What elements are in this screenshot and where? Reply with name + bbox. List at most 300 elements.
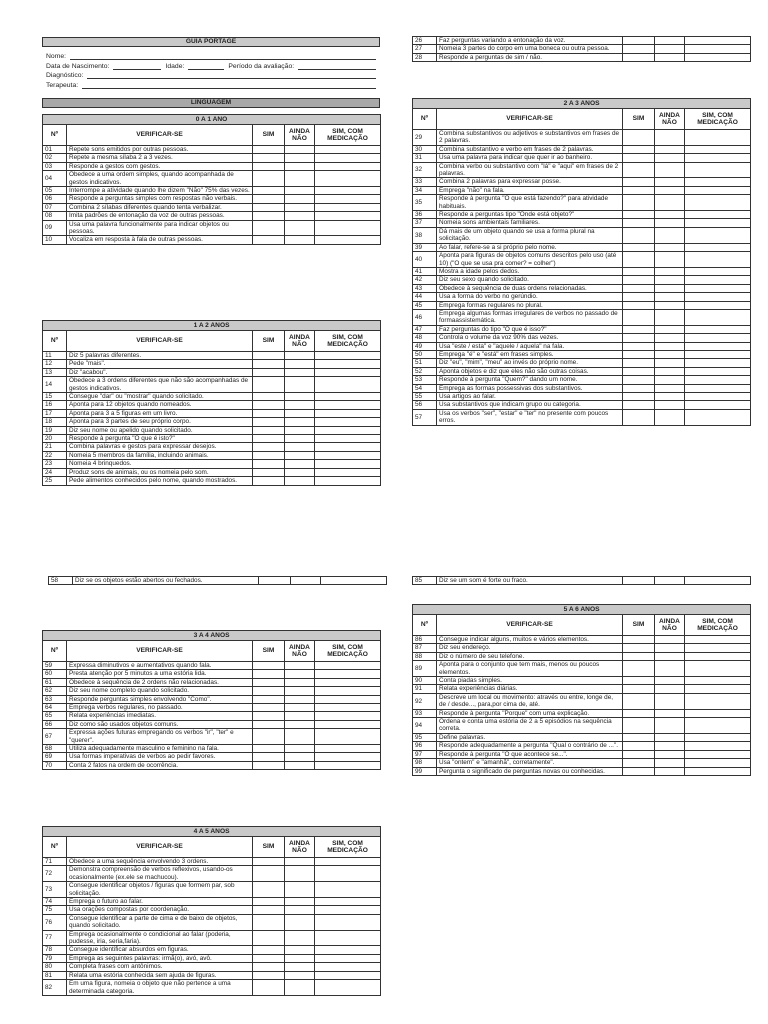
sim-checkbox-cell[interactable] <box>623 742 655 750</box>
diagnostico-field[interactable] <box>87 71 376 79</box>
sim-medicacao-checkbox-cell[interactable] <box>685 677 751 685</box>
sim-checkbox-cell[interactable] <box>253 203 285 211</box>
sim-medicacao-checkbox-cell[interactable] <box>315 678 381 686</box>
ainda-nao-checkbox-cell[interactable] <box>655 227 685 243</box>
sim-medicacao-checkbox-cell[interactable] <box>685 709 751 717</box>
sim-medicacao-checkbox-cell[interactable] <box>685 219 751 227</box>
ainda-nao-checkbox-cell[interactable] <box>285 195 315 203</box>
ainda-nao-checkbox-cell[interactable] <box>285 162 315 170</box>
ainda-nao-checkbox-cell[interactable] <box>285 468 315 476</box>
ainda-nao-checkbox-cell[interactable] <box>655 733 685 741</box>
sim-medicacao-checkbox-cell[interactable] <box>315 203 381 211</box>
sim-medicacao-checkbox-cell[interactable] <box>315 761 381 769</box>
ainda-nao-checkbox-cell[interactable] <box>655 154 685 162</box>
ainda-nao-checkbox-cell[interactable] <box>655 211 685 219</box>
sim-medicacao-checkbox-cell[interactable] <box>685 742 751 750</box>
sim-medicacao-checkbox-cell[interactable] <box>685 227 751 243</box>
sim-checkbox-cell[interactable] <box>623 178 655 186</box>
sim-medicacao-checkbox-cell[interactable] <box>685 162 751 178</box>
ainda-nao-checkbox-cell[interactable] <box>655 685 685 693</box>
sim-medicacao-checkbox-cell[interactable] <box>315 146 381 154</box>
ainda-nao-checkbox-cell[interactable] <box>285 712 315 720</box>
item-row <box>43 729 381 745</box>
sim-checkbox-cell[interactable] <box>623 293 655 301</box>
sim-checkbox-cell[interactable] <box>253 670 285 678</box>
ainda-nao-checkbox-cell[interactable] <box>655 301 685 309</box>
ainda-nao-checkbox-cell[interactable] <box>285 236 315 244</box>
ainda-nao-checkbox-cell[interactable] <box>655 718 685 734</box>
ainda-nao-checkbox-cell[interactable] <box>285 426 315 434</box>
ainda-nao-checkbox-cell[interactable] <box>655 53 685 61</box>
sim-checkbox-cell[interactable] <box>623 325 655 333</box>
sim-medicacao-checkbox-cell[interactable] <box>315 195 381 203</box>
sim-medicacao-checkbox-cell[interactable] <box>685 401 751 409</box>
sim-checkbox-cell[interactable] <box>623 309 655 325</box>
sim-medicacao-checkbox-cell[interactable] <box>685 301 751 309</box>
ainda-nao-checkbox-cell[interactable] <box>285 678 315 686</box>
sim-medicacao-checkbox-cell[interactable] <box>315 729 381 745</box>
sim-medicacao-checkbox-cell[interactable] <box>315 704 381 712</box>
ainda-nao-checkbox-cell[interactable] <box>285 906 315 914</box>
ainda-nao-checkbox-cell[interactable] <box>285 352 315 360</box>
sim-checkbox-cell[interactable] <box>623 219 655 227</box>
idade-field[interactable] <box>188 62 224 70</box>
sim-checkbox-cell[interactable] <box>253 954 285 962</box>
sim-checkbox-cell[interactable] <box>623 685 655 693</box>
sim-medicacao-checkbox-cell[interactable] <box>685 367 751 375</box>
ainda-nao-checkbox-cell[interactable] <box>285 980 315 996</box>
sim-medicacao-checkbox-cell[interactable] <box>315 858 381 866</box>
ainda-nao-checkbox-cell[interactable] <box>655 661 685 677</box>
sim-checkbox-cell[interactable] <box>253 745 285 753</box>
sim-medicacao-checkbox-cell[interactable] <box>685 767 751 775</box>
sim-checkbox-cell[interactable] <box>623 45 655 53</box>
ainda-nao-checkbox-cell[interactable] <box>285 393 315 401</box>
ainda-nao-checkbox-cell[interactable] <box>655 750 685 758</box>
sim-checkbox-cell[interactable] <box>253 360 285 368</box>
item-number: 16 <box>43 401 67 409</box>
ainda-nao-checkbox-cell[interactable] <box>655 709 685 717</box>
ainda-nao-checkbox-cell[interactable] <box>655 677 685 685</box>
ainda-nao-checkbox-cell[interactable] <box>655 243 685 251</box>
sim-medicacao-checkbox-cell[interactable] <box>315 443 381 451</box>
ainda-nao-checkbox-cell[interactable] <box>655 162 685 178</box>
sim-checkbox-cell[interactable] <box>253 914 285 930</box>
ainda-nao-checkbox-cell[interactable] <box>285 695 315 703</box>
ainda-nao-checkbox-cell[interactable] <box>285 882 315 898</box>
sim-medicacao-checkbox-cell[interactable] <box>315 712 381 720</box>
sim-checkbox-cell[interactable] <box>623 162 655 178</box>
sim-checkbox-cell[interactable] <box>253 460 285 468</box>
ainda-nao-checkbox-cell[interactable] <box>285 146 315 154</box>
ainda-nao-checkbox-cell[interactable] <box>285 368 315 376</box>
sim-checkbox-cell[interactable] <box>623 718 655 734</box>
ainda-nao-checkbox-cell[interactable] <box>655 342 685 350</box>
sim-medicacao-checkbox-cell[interactable] <box>315 426 381 434</box>
sim-checkbox-cell[interactable] <box>253 220 285 236</box>
sim-medicacao-checkbox-cell[interactable] <box>315 368 381 376</box>
ainda-nao-checkbox-cell[interactable] <box>285 154 315 162</box>
ainda-nao-checkbox-cell[interactable] <box>285 401 315 409</box>
sim-checkbox-cell[interactable] <box>253 409 285 417</box>
ainda-nao-checkbox-cell[interactable] <box>655 186 685 194</box>
sim-checkbox-cell[interactable] <box>253 882 285 898</box>
sim-checkbox-cell[interactable] <box>623 652 655 660</box>
sim-medicacao-checkbox-cell[interactable] <box>315 745 381 753</box>
sim-medicacao-checkbox-cell[interactable] <box>685 334 751 342</box>
ainda-nao-checkbox-cell[interactable] <box>285 451 315 459</box>
sim-checkbox-cell[interactable] <box>253 712 285 720</box>
sim-medicacao-checkbox-cell[interactable] <box>315 695 381 703</box>
sim-medicacao-checkbox-cell[interactable] <box>685 284 751 292</box>
ainda-nao-checkbox-cell[interactable] <box>655 130 685 146</box>
sim-medicacao-checkbox-cell[interactable] <box>321 577 387 585</box>
sim-checkbox-cell[interactable] <box>253 352 285 360</box>
sim-medicacao-checkbox-cell[interactable] <box>315 377 381 393</box>
sim-checkbox-cell[interactable] <box>253 866 285 882</box>
sim-checkbox-cell[interactable] <box>623 693 655 709</box>
sim-checkbox-cell[interactable] <box>253 451 285 459</box>
sim-checkbox-cell[interactable] <box>253 171 285 187</box>
sim-medicacao-checkbox-cell[interactable] <box>685 718 751 734</box>
ainda-nao-checkbox-cell[interactable] <box>655 37 685 45</box>
sim-medicacao-checkbox-cell[interactable] <box>685 409 751 425</box>
sim-medicacao-checkbox-cell[interactable] <box>685 393 751 401</box>
sim-checkbox-cell[interactable] <box>623 661 655 677</box>
sim-medicacao-checkbox-cell[interactable] <box>685 45 751 53</box>
sim-checkbox-cell[interactable] <box>253 963 285 971</box>
sim-medicacao-checkbox-cell[interactable] <box>685 186 751 194</box>
sim-checkbox-cell[interactable] <box>253 477 285 485</box>
sim-medicacao-checkbox-cell[interactable] <box>315 963 381 971</box>
ainda-nao-checkbox-cell[interactable] <box>655 401 685 409</box>
sim-checkbox-cell[interactable] <box>623 276 655 284</box>
ainda-nao-checkbox-cell[interactable] <box>285 203 315 211</box>
sim-medicacao-checkbox-cell[interactable] <box>315 670 381 678</box>
ainda-nao-checkbox-cell[interactable] <box>285 477 315 485</box>
sim-medicacao-checkbox-cell[interactable] <box>315 882 381 898</box>
sim-medicacao-checkbox-cell[interactable] <box>685 750 751 758</box>
sim-checkbox-cell[interactable] <box>253 162 285 170</box>
sim-medicacao-checkbox-cell[interactable] <box>315 409 381 417</box>
ainda-nao-checkbox-cell[interactable] <box>285 171 315 187</box>
sim-medicacao-checkbox-cell[interactable] <box>685 53 751 61</box>
ainda-nao-checkbox-cell[interactable] <box>285 930 315 946</box>
sim-medicacao-checkbox-cell[interactable] <box>685 759 751 767</box>
sim-medicacao-checkbox-cell[interactable] <box>315 393 381 401</box>
sim-medicacao-checkbox-cell[interactable] <box>685 130 751 146</box>
sim-medicacao-checkbox-cell[interactable] <box>685 293 751 301</box>
ainda-nao-checkbox-cell[interactable] <box>655 195 685 211</box>
sim-checkbox-cell[interactable] <box>623 342 655 350</box>
sim-checkbox-cell[interactable] <box>253 426 285 434</box>
ainda-nao-checkbox-cell[interactable] <box>285 898 315 906</box>
sim-medicacao-checkbox-cell[interactable] <box>685 685 751 693</box>
sim-medicacao-checkbox-cell[interactable] <box>315 866 381 882</box>
sim-checkbox-cell[interactable] <box>253 195 285 203</box>
sim-medicacao-checkbox-cell[interactable] <box>315 154 381 162</box>
sim-medicacao-checkbox-cell[interactable] <box>315 662 381 670</box>
ainda-nao-checkbox-cell[interactable] <box>285 761 315 769</box>
ainda-nao-checkbox-cell[interactable] <box>285 954 315 962</box>
ainda-nao-checkbox-cell[interactable] <box>285 443 315 451</box>
sim-checkbox-cell[interactable] <box>623 733 655 741</box>
sim-medicacao-checkbox-cell[interactable] <box>315 460 381 468</box>
ainda-nao-checkbox-cell[interactable] <box>285 971 315 979</box>
sim-checkbox-cell[interactable] <box>623 750 655 758</box>
ainda-nao-checkbox-cell[interactable] <box>285 409 315 417</box>
ainda-nao-checkbox-cell[interactable] <box>655 45 685 53</box>
sim-checkbox-cell[interactable] <box>253 418 285 426</box>
ainda-nao-checkbox-cell[interactable] <box>655 644 685 652</box>
sim-medicacao-checkbox-cell[interactable] <box>685 267 751 275</box>
sim-medicacao-checkbox-cell[interactable] <box>685 384 751 392</box>
ainda-nao-checkbox-cell[interactable] <box>285 187 315 195</box>
sim-checkbox-cell[interactable] <box>253 753 285 761</box>
sim-checkbox-cell[interactable] <box>623 367 655 375</box>
sim-checkbox-cell[interactable] <box>623 376 655 384</box>
sim-checkbox-cell[interactable] <box>623 267 655 275</box>
sim-medicacao-checkbox-cell[interactable] <box>315 477 381 485</box>
sim-medicacao-checkbox-cell[interactable] <box>315 954 381 962</box>
sim-checkbox-cell[interactable] <box>623 677 655 685</box>
ainda-nao-checkbox-cell[interactable] <box>655 742 685 750</box>
ainda-nao-checkbox-cell[interactable] <box>655 325 685 333</box>
ainda-nao-checkbox-cell[interactable] <box>285 914 315 930</box>
sim-checkbox-cell[interactable] <box>623 284 655 292</box>
nascimento-field[interactable] <box>113 62 161 70</box>
sim-checkbox-cell[interactable] <box>623 393 655 401</box>
sim-checkbox-cell[interactable] <box>623 243 655 251</box>
sim-checkbox-cell[interactable] <box>253 146 285 154</box>
ainda-nao-checkbox-cell[interactable] <box>655 577 685 585</box>
sim-checkbox-cell[interactable] <box>253 687 285 695</box>
ainda-nao-checkbox-cell[interactable] <box>285 212 315 220</box>
ainda-nao-checkbox-cell[interactable] <box>285 460 315 468</box>
ainda-nao-checkbox-cell[interactable] <box>285 858 315 866</box>
sim-checkbox-cell[interactable] <box>253 695 285 703</box>
ainda-nao-checkbox-cell[interactable] <box>285 220 315 236</box>
sim-checkbox-cell[interactable] <box>623 53 655 61</box>
ainda-nao-checkbox-cell[interactable] <box>285 745 315 753</box>
sim-medicacao-checkbox-cell[interactable] <box>685 309 751 325</box>
sim-medicacao-checkbox-cell[interactable] <box>315 171 381 187</box>
sim-checkbox-cell[interactable] <box>623 37 655 45</box>
sim-checkbox-cell[interactable] <box>253 236 285 244</box>
sim-medicacao-checkbox-cell[interactable] <box>315 187 381 195</box>
sim-checkbox-cell[interactable] <box>253 971 285 979</box>
sim-checkbox-cell[interactable] <box>253 443 285 451</box>
sim-checkbox-cell[interactable] <box>623 709 655 717</box>
sim-checkbox-cell[interactable] <box>623 334 655 342</box>
sim-checkbox-cell[interactable] <box>253 858 285 866</box>
ainda-nao-checkbox-cell[interactable] <box>655 652 685 660</box>
sim-checkbox-cell[interactable] <box>623 767 655 775</box>
ainda-nao-checkbox-cell[interactable] <box>655 284 685 292</box>
ainda-nao-checkbox-cell[interactable] <box>285 963 315 971</box>
sim-checkbox-cell[interactable] <box>253 468 285 476</box>
ainda-nao-checkbox-cell[interactable] <box>655 350 685 358</box>
sim-checkbox-cell[interactable] <box>253 212 285 220</box>
sim-medicacao-checkbox-cell[interactable] <box>315 212 381 220</box>
periodo-field[interactable] <box>298 62 376 70</box>
sim-medicacao-checkbox-cell[interactable] <box>315 451 381 459</box>
sim-checkbox-cell[interactable] <box>259 577 291 585</box>
ainda-nao-checkbox-cell[interactable] <box>655 276 685 284</box>
ainda-nao-checkbox-cell[interactable] <box>285 377 315 393</box>
sim-medicacao-checkbox-cell[interactable] <box>315 401 381 409</box>
nome-field[interactable] <box>70 52 376 60</box>
sim-checkbox-cell[interactable] <box>253 368 285 376</box>
ainda-nao-checkbox-cell[interactable] <box>655 178 685 186</box>
ainda-nao-checkbox-cell[interactable] <box>655 384 685 392</box>
sim-checkbox-cell[interactable] <box>623 186 655 194</box>
sim-checkbox-cell[interactable] <box>623 636 655 644</box>
ainda-nao-checkbox-cell[interactable] <box>285 662 315 670</box>
sim-checkbox-cell[interactable] <box>623 154 655 162</box>
sim-medicacao-checkbox-cell[interactable] <box>315 753 381 761</box>
ainda-nao-checkbox-cell[interactable] <box>655 367 685 375</box>
sim-checkbox-cell[interactable] <box>253 898 285 906</box>
ainda-nao-checkbox-cell[interactable] <box>655 252 685 268</box>
terapeuta-field[interactable] <box>82 81 376 89</box>
sim-checkbox-cell[interactable] <box>623 130 655 146</box>
sim-medicacao-checkbox-cell[interactable] <box>685 636 751 644</box>
sim-checkbox-cell[interactable] <box>253 187 285 195</box>
ainda-nao-checkbox-cell[interactable] <box>655 376 685 384</box>
sim-medicacao-checkbox-cell[interactable] <box>315 930 381 946</box>
sim-checkbox-cell[interactable] <box>253 930 285 946</box>
sim-checkbox-cell[interactable] <box>623 227 655 243</box>
sim-checkbox-cell[interactable] <box>623 384 655 392</box>
sim-medicacao-checkbox-cell[interactable] <box>315 220 381 236</box>
ainda-nao-checkbox-cell[interactable] <box>655 267 685 275</box>
table-3a4 <box>42 630 380 770</box>
ainda-nao-checkbox-cell[interactable] <box>285 720 315 728</box>
sim-medicacao-checkbox-cell[interactable] <box>315 360 381 368</box>
ainda-nao-checkbox-cell[interactable] <box>655 309 685 325</box>
ainda-nao-checkbox-cell[interactable] <box>291 577 321 585</box>
sim-medicacao-checkbox-cell[interactable] <box>315 236 381 244</box>
ainda-nao-checkbox-cell[interactable] <box>655 293 685 301</box>
ainda-nao-checkbox-cell[interactable] <box>285 946 315 954</box>
sim-checkbox-cell[interactable] <box>253 377 285 393</box>
sim-medicacao-checkbox-cell[interactable] <box>685 652 751 660</box>
sim-medicacao-checkbox-cell[interactable] <box>685 325 751 333</box>
ainda-nao-checkbox-cell[interactable] <box>655 219 685 227</box>
sim-checkbox-cell[interactable] <box>253 393 285 401</box>
sim-medicacao-checkbox-cell[interactable] <box>315 898 381 906</box>
sim-medicacao-checkbox-cell[interactable] <box>315 418 381 426</box>
sim-medicacao-checkbox-cell[interactable] <box>685 276 751 284</box>
sim-medicacao-checkbox-cell[interactable] <box>685 577 751 585</box>
ainda-nao-checkbox-cell[interactable] <box>655 636 685 644</box>
ainda-nao-checkbox-cell[interactable] <box>655 334 685 342</box>
sim-medicacao-checkbox-cell[interactable] <box>315 720 381 728</box>
ainda-nao-checkbox-cell[interactable] <box>655 693 685 709</box>
sim-checkbox-cell[interactable] <box>253 401 285 409</box>
sim-medicacao-checkbox-cell[interactable] <box>315 914 381 930</box>
sim-checkbox-cell[interactable] <box>253 662 285 670</box>
sim-checkbox-cell[interactable] <box>623 301 655 309</box>
ainda-nao-checkbox-cell[interactable] <box>285 753 315 761</box>
sim-checkbox-cell[interactable] <box>623 252 655 268</box>
sim-medicacao-checkbox-cell[interactable] <box>685 178 751 186</box>
ainda-nao-checkbox-cell[interactable] <box>285 704 315 712</box>
sim-medicacao-checkbox-cell[interactable] <box>685 252 751 268</box>
ainda-nao-checkbox-cell[interactable] <box>655 767 685 775</box>
ainda-nao-checkbox-cell[interactable] <box>285 360 315 368</box>
sim-medicacao-checkbox-cell[interactable] <box>685 376 751 384</box>
sim-medicacao-checkbox-cell[interactable] <box>685 37 751 45</box>
ainda-nao-checkbox-cell[interactable] <box>285 687 315 695</box>
sim-checkbox-cell[interactable] <box>623 401 655 409</box>
sim-checkbox-cell[interactable] <box>253 946 285 954</box>
sim-medicacao-checkbox-cell[interactable] <box>685 195 751 211</box>
sim-medicacao-checkbox-cell[interactable] <box>685 211 751 219</box>
sim-medicacao-checkbox-cell[interactable] <box>685 644 751 652</box>
sim-checkbox-cell[interactable] <box>253 980 285 996</box>
sim-medicacao-checkbox-cell[interactable] <box>685 342 751 350</box>
sim-medicacao-checkbox-cell[interactable] <box>315 352 381 360</box>
sim-medicacao-checkbox-cell[interactable] <box>685 733 751 741</box>
sim-checkbox-cell[interactable] <box>253 906 285 914</box>
sim-medicacao-checkbox-cell[interactable] <box>315 468 381 476</box>
sim-checkbox-cell[interactable] <box>623 577 655 585</box>
sim-medicacao-checkbox-cell[interactable] <box>685 154 751 162</box>
ainda-nao-checkbox-cell[interactable] <box>655 359 685 367</box>
sim-checkbox-cell[interactable] <box>623 359 655 367</box>
ainda-nao-checkbox-cell[interactable] <box>285 866 315 882</box>
sim-checkbox-cell[interactable] <box>623 145 655 153</box>
sim-medicacao-checkbox-cell[interactable] <box>685 693 751 709</box>
sim-medicacao-checkbox-cell[interactable] <box>315 980 381 996</box>
ainda-nao-checkbox-cell[interactable] <box>655 393 685 401</box>
sim-checkbox-cell[interactable] <box>253 435 285 443</box>
sim-medicacao-checkbox-cell[interactable] <box>685 243 751 251</box>
ainda-nao-checkbox-cell[interactable] <box>655 759 685 767</box>
sim-medicacao-checkbox-cell[interactable] <box>315 906 381 914</box>
sim-medicacao-checkbox-cell[interactable] <box>315 435 381 443</box>
sim-checkbox-cell[interactable] <box>623 211 655 219</box>
ainda-nao-checkbox-cell[interactable] <box>285 418 315 426</box>
sim-medicacao-checkbox-cell[interactable] <box>315 946 381 954</box>
ainda-nao-checkbox-cell[interactable] <box>285 729 315 745</box>
sim-medicacao-checkbox-cell[interactable] <box>685 350 751 358</box>
sim-checkbox-cell[interactable] <box>253 678 285 686</box>
sim-checkbox-cell[interactable] <box>253 704 285 712</box>
sim-checkbox-cell[interactable] <box>623 644 655 652</box>
sim-medicacao-checkbox-cell[interactable] <box>315 687 381 695</box>
sim-medicacao-checkbox-cell[interactable] <box>685 359 751 367</box>
ainda-nao-checkbox-cell[interactable] <box>655 145 685 153</box>
sim-checkbox-cell[interactable] <box>253 729 285 745</box>
sim-checkbox-cell[interactable] <box>253 154 285 162</box>
sim-medicacao-checkbox-cell[interactable] <box>315 971 381 979</box>
ainda-nao-checkbox-cell[interactable] <box>285 435 315 443</box>
sim-medicacao-checkbox-cell[interactable] <box>315 162 381 170</box>
sim-checkbox-cell[interactable] <box>253 761 285 769</box>
ainda-nao-checkbox-cell[interactable] <box>655 409 685 425</box>
sim-checkbox-cell[interactable] <box>623 409 655 425</box>
sim-medicacao-checkbox-cell[interactable] <box>685 145 751 153</box>
sim-medicacao-checkbox-cell[interactable] <box>685 661 751 677</box>
sim-checkbox-cell[interactable] <box>623 195 655 211</box>
sim-checkbox-cell[interactable] <box>623 350 655 358</box>
sim-checkbox-cell[interactable] <box>623 759 655 767</box>
ainda-nao-checkbox-cell[interactable] <box>285 670 315 678</box>
sim-checkbox-cell[interactable] <box>253 720 285 728</box>
